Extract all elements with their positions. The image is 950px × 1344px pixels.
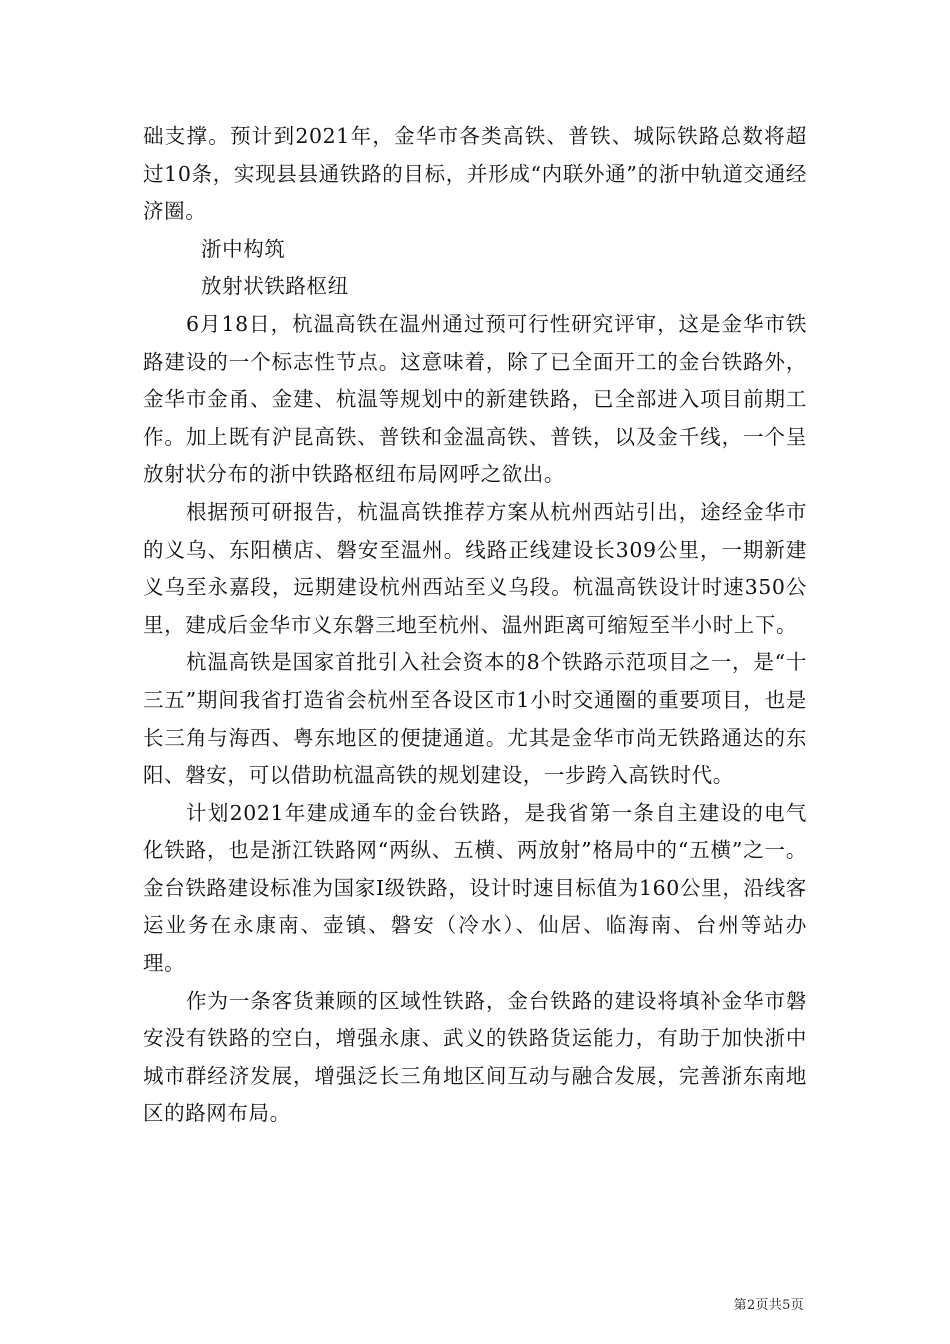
page-number: 第2页共5页 xyxy=(733,1298,804,1313)
paragraph-demonstration: 杭温高铁是国家首批引入社会资本的8个铁路示范项目之一，是“十三五”期间我省打造省会杭州至各设区市1小时交通圈的重要项目，也是长三角与海西、粤东地区的便捷通道。尤其是金华市尚无铁路通达的东阳、磐安，可以借助杭温高铁的规划建设，一步跨入高铁时代。 xyxy=(143,650,807,788)
paragraph-regional-railway: 作为一条客货兼顾的区域性铁路，金台铁路的建设将填补金华市磐安没有铁路的空白，增强永康、武义的铁路货运能力，有助于加快浙中城市群经济发展，增强泛长三角地区间互动与融合发展，完善浙东南地区的路网布局。 xyxy=(143,988,807,1126)
section-heading-line-1: 浙中构筑 xyxy=(201,236,286,261)
document-body xyxy=(143,118,807,1133)
section-heading-line-2: 放射状铁路枢纽 xyxy=(201,274,349,299)
paragraph-continuation: 础支撑。预计到2021年，金华市各类高铁、普铁、城际铁路总数将超过10条，实现县县通铁路的目标，并形成“内联外通”的浙中轨道交通经济圈。 xyxy=(143,124,807,224)
paragraph-review: 6月18日，杭温高铁在温州通过预可行性研究评审，这是金华市铁路建设的一个标志性节点。这意味着，除了已全面开工的金台铁路外，金华市金甬、金建、杭温等规划中的新建铁路，已全部进入项目前期工作。加上既有沪昆高铁、普铁和金温高铁、普铁，以及金千线，一个呈放射状分布的浙中铁路枢纽布局网呼之欲出。 xyxy=(143,311,807,487)
paragraph-report: 根据预可研报告，杭温高铁推荐方案从杭州西站引出，途经金华市的义乌、东阳横店、磐安至温州。线路正线建设长309公里，一期新建义乌至永嘉段，远期建设杭州西站至义乌段。杭温高铁设计时速350公里，建成后金华市义东磐三地至杭州、温州距离可缩短至半小时上下。 xyxy=(143,499,807,637)
paragraph-jintai-railway: 计划2021年建成通车的金台铁路，是我省第一条自主建设的电气化铁路，也是浙江铁路网“两纵、五横、两放射”格局中的“五横”之一。金台铁路建设标准为国家Ⅰ级铁路，设计时速目标值为160公里，沿线客运业务在永康南、壶镇、磐安（冷水）、仙居、临海南、台州等站办理。 xyxy=(143,800,807,976)
